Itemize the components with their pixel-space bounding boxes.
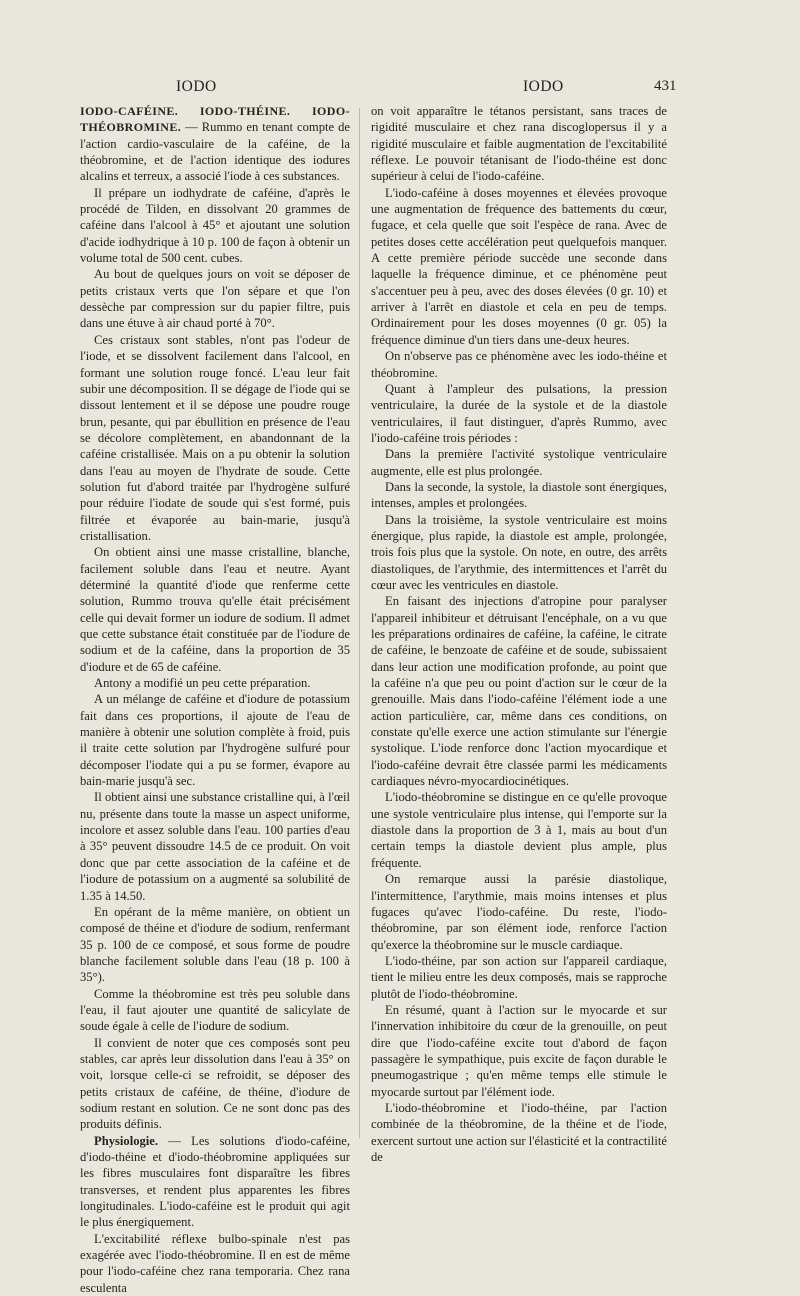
paragraph: En faisant des injections d'atropine pour paralyser l'appareil inhibiteur et détruisant l'encéphale, on a vu que les préparations ordinaires de caféine, la caféine, le citrate de caféine, le benzoate de caféine et de soude, subissaient dans leur action une modification profonde, au point que la caféine n'a que peu ou point d'action sur le cœur de la grenouille. Mais dans l'iodo-caféine l'élément iode a une action particulière, car, même dans ces conditions, on constate qu'elle exerce une action stimulante sur l'énergie systolique. L'iode renforce donc l'action myocardique et l'iodo-caféine devrait être classée parmi les médicaments cardiaques névro-myocardiocinétiques. xyxy=(371,594,667,789)
paragraph: Il prépare un iodhydrate de caféine, d'après le procédé de Tilden, en dissolvant 20 grammes de caféine dans l'alcool à 45° et ajoutant une solution d'acide iodhydrique à 10 p. 100 de façon à obtenir un volume total de 500 cent. cubes. xyxy=(80,185,350,266)
left-column xyxy=(80,103,350,1295)
page-header xyxy=(0,78,800,100)
paragraph: En résumé, quant à l'action sur le myocarde et sur l'innervation inhibitoire du cœur de la grenouille, on peut dire que l'iodo-caféine excite tout d'abord de façon passagère le sympathique, puis excite de façon durable le pneumogastrique ; qu'en même temps elle stimule le myocarde surtout par l'élément iode. xyxy=(371,1002,667,1099)
paragraph: Antony a modifié un peu cette préparation. xyxy=(94,676,311,691)
paragraph: Dans la seconde, la systole, la diastole sont énergiques, intenses, amples et prolongées. xyxy=(371,479,667,511)
paragraph: On n'observe pas ce phénomène avec les iodo-théine et théobromine. xyxy=(371,349,667,380)
column-divider xyxy=(359,108,360,1138)
paragraph: Au bout de quelques jours on voit se déposer de petits cristaux verts que l'on sépare et que l'on dessèche par compression sur du papier filtre, puis dans une étuve à air chaud porté à 70°. xyxy=(80,267,350,331)
paragraph: L'iodo-théobromine et l'iodo-théine, par l'action combinée de la théobromine, de la théine et de l'iode, exercent surtout une action sur l'élasticité et la contractilité de xyxy=(371,1100,668,1164)
paragraph: Dans la première l'activité systolique ventriculaire augmente, elle est plus prolongée. xyxy=(371,447,667,478)
paragraph: on voit apparaître le tétanos persistant, sans traces de rigidité musculaire et chez rana discoglopersus il y a rigidité musculaire et faible augmentation de l'excitabilité réflexe. Le pouvoir tétanisant de l'iodo-théine est donc supérieur à celui de l'iodo-caféine. xyxy=(371,104,667,184)
paragraph: On remarque aussi la parésie diastolique, l'intermittence, l'arythmie, mais moins intenses et plus fugaces qu'avec l'iodo-caféine. Du reste, l'iodo-théobromine, par son élément iode, renforce l'action qu'exerce la théobromine sur le muscle cardiaque. xyxy=(371,872,667,952)
paragraph: Quant à l'ampleur des pulsations, la pression ventriculaire, la durée de la systole et de la diastole ventriculaires, il faut distinguer, d'après Rummo, avec l'iodo-caféine trois périodes : xyxy=(371,381,667,445)
paragraph: L'iodo-théine, par son action sur l'appareil cardiaque, tient le milieu entre les deux composés, mais se rapproche plutôt de l'iodo-théobromine. xyxy=(371,953,667,1001)
entry-heading: IODO-CAFÉINE. IODO-THÉINE. IODO-THÉOBROMINE. xyxy=(80,104,350,135)
paragraph: On obtient ainsi une masse cristalline, blanche, facilement soluble dans l'eau et neutre. Ayant déterminé la quantité d'iode que renferme cette solution, Rummo trouva qu'elle était précisément celle qui devait former un iodure de sodium. Il admet que cette substance était constituée par de l'iodure de sodium et de la caféine, dans la proportion de 35 d'iodure et de 65 de caféine. xyxy=(80,545,350,674)
paragraph: Il obtient ainsi une substance cristalline qui, à l'œil nu, présente dans toute la masse un aspect uniforme, incolore et assez soluble dans l'eau. 100 parties d'eau à 35° peuvent dissoudre 14.5 de ce produit. On voit donc que par cette association de la caféine et de l'iodure de potassium on a augmenté sa solubilité de 1.35 à 14.50. xyxy=(80,790,350,903)
paragraph: Ces cristaux sont stables, n'ont pas l'odeur de l'iode, et se dissolvent facilement dans l'alcool, en formant une solution rouge foncé. L'eau leur fait subir une décomposition. Il se dégage de l'iode qui se dissout lentement et il se dépose une poudre rouge brun, pesante, qui par ébullition en présence de l'eau se décolore complètement, en abandonnant de la caféine cristallisée. Mais on a pu obtenir la solution dans l'eau au moyen de l'hydrate de soude. Cette solution fut d'abord traitée par l'hydrogène sulfuré pour réduire l'iodate de soude qui s'est formé, puis filtrée et évaporée au bain-marie, jusqu'à cristallisation. xyxy=(80,332,350,543)
entry-paragraph xyxy=(80,103,350,185)
right-column xyxy=(371,103,668,1164)
paragraph-text: — Les solutions d'iodo-caféine, d'iodo-théine et d'iodo-théobromine appliquées sur les fibres musculaires font disparaître les fibres transverses, et rendent plus apparentes les fibres longitudinales. L'iodo-caféine est le produit qui agit le plus énergiquement. xyxy=(80,1133,350,1230)
paragraph: L'excitabilité réflexe bulbo-spinale n'est pas exagérée avec l'iodo-théobromine. Il en est de même pour l'iodo-caféine chez rana temporaria. Chez rana esculenta xyxy=(80,1231,350,1295)
paragraph: Comme la théobromine est très peu soluble dans l'eau, il faut ajouter une quantité de salicylate de soude égale à celle de l'iodure de sodium. xyxy=(80,986,350,1034)
paragraph: Il convient de noter que ces composés sont peu stables, car après leur dissolution dans l'eau à 35° on voit, lorsque celle-ci se refroidit, se déposer des petits cristaux de caféine, de théine, d'iodure de sodium restant en solution. Ce ne sont donc pas des produits définis. xyxy=(80,1035,350,1132)
paragraph: L'iodo-caféine à doses moyennes et élevées provoque une augmentation de fréquence des battements du cœur, fugace, et cela quelle que soit l'espèce de rana. Avec de petites doses cette accélération peut quelquefois manquer. A cette première période succède une seconde dans laquelle la fréquence diminue, et ce phénomène peut s'accentuer peu à peu, avec des doses élevées (0 gr. 10) et arriver à l'arrêt en diastole et cela en peu de temps. Ordinairement pour les doses moyennes (0 gr. 05) la fréquence diminue d'un tiers dans une-deux heures. xyxy=(371,185,667,347)
paragraph: Dans la troisième, la systole ventriculaire est moins énergique, plus rapide, la diastole est ample, prolongée, trois fois plus que la systole. On note, en outre, des arrêts diastoliques, de l'arythmie, des intermittences et l'arrêt du cœur avec les ventricules en diastole. xyxy=(371,512,667,592)
paragraph-text: — Rummo en tenant compte de l'action cardio-vasculaire de la caféine, de la théobromine, et de l'action identique des iodures alcalins et terreux, a associé l'iode à ces substances. xyxy=(80,120,350,184)
paragraph: L'iodo-théobromine se distingue en ce qu'elle provoque une systole ventriculaire plus intense, qui l'emporte sur la diastole dans la proportion de 3 à 1, mais au bout d'un certain temps la diastole devient plus ample, plus fréquente. xyxy=(371,790,667,870)
paragraph: A un mélange de caféine et d'iodure de potassium fait dans ces proportions, il ajoute de l'eau de manière à obtenir une solution complète à froid, puis il traite cette solution par l'hydrogène sulfuré pour décomposer l'iodate qui a pu se former, évapore au bain-marie jusqu'à sec. xyxy=(80,692,350,789)
paragraph: En opérant de la même manière, on obtient un composé de théine et d'iodure de sodium, renfermant 35 p. 100 de ce composé, et sous forme de poudre blanche facilement soluble dans l'eau (18 p. 100 à 35°). xyxy=(80,904,350,985)
physiology-paragraph xyxy=(80,1133,350,1231)
left-running-head: IODO xyxy=(176,78,217,95)
section-heading: Physiologie. xyxy=(94,1133,159,1148)
page-number: 431 xyxy=(654,78,677,94)
right-running-head: IODO xyxy=(523,78,564,95)
